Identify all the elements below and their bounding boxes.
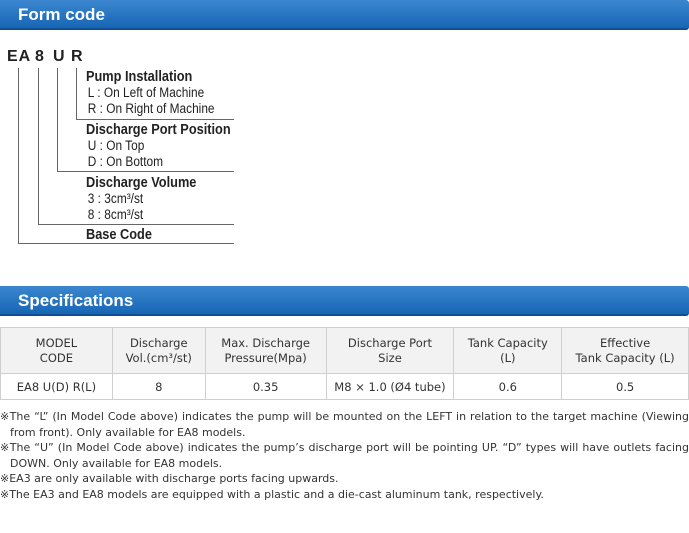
note-left-mount: ※The “L” (In Model Code above) indicates the pump will be mounted on the LEFT in relation to the target machine (Viewing from front). Only available for EA8 models. bbox=[0, 410, 689, 439]
group-title: Discharge Volume bbox=[86, 175, 197, 191]
underline-port bbox=[57, 171, 234, 172]
cell-tank-capacity: 0.6 bbox=[454, 374, 562, 400]
specifications-banner: Specifications bbox=[0, 286, 689, 316]
option-left: L : On Left of Machine bbox=[87, 85, 205, 100]
table-row bbox=[1, 374, 689, 400]
header-port-size: Discharge Port Size bbox=[326, 328, 454, 374]
connector-base bbox=[18, 68, 19, 244]
group-title: Base Code bbox=[86, 227, 152, 243]
underline-volume bbox=[38, 224, 234, 225]
option-8cm: 8 : 8cm³/st bbox=[87, 207, 144, 222]
group-title: Discharge Port Position bbox=[86, 122, 231, 138]
cell-port-size: M8 × 1.0 (Ø4 tube) bbox=[326, 374, 454, 400]
option-right: R : On Right of Machine bbox=[87, 101, 215, 116]
connector-installation bbox=[76, 68, 77, 120]
note-up-port: ※The “U” (In Model Code above) indicates the pump’s discharge port will be pointing UP. “D” types will have outlets facing DOWN. Only available for EA8 models. bbox=[0, 441, 689, 470]
note-tank-material: ※The EA3 and EA8 models are equipped with a plastic and a die-cast aluminum tank, respectively. bbox=[0, 487, 544, 501]
underline-base bbox=[18, 243, 234, 244]
cell-effective-capacity: 0.5 bbox=[562, 374, 689, 400]
connector-port bbox=[57, 68, 58, 172]
cell-volume: 8 bbox=[112, 374, 205, 400]
option-top: U : On Top bbox=[87, 138, 145, 153]
code-part-base: EA bbox=[7, 48, 32, 65]
group-base-code bbox=[86, 227, 152, 243]
code-part-installation: R bbox=[71, 48, 84, 65]
header-discharge-vol: Discharge Vol.(cm³/st) bbox=[112, 328, 205, 374]
form-code-banner: Form code bbox=[0, 0, 689, 30]
header-model-code: MODEL CODE bbox=[1, 328, 113, 374]
model-code-example bbox=[7, 48, 84, 66]
group-discharge-volume bbox=[86, 175, 196, 223]
header-max-pressure: Max. Discharge Pressure(Mpa) bbox=[205, 328, 326, 374]
group-discharge-port-position bbox=[86, 122, 231, 170]
option-bottom: D : On Bottom bbox=[87, 154, 164, 169]
cell-model: EA8 U(D) R(L) bbox=[1, 374, 113, 400]
header-tank-capacity: Tank Capacity (L) bbox=[454, 328, 562, 374]
specifications-table bbox=[0, 327, 689, 400]
cell-pressure: 0.35 bbox=[205, 374, 326, 400]
connector-volume bbox=[38, 68, 39, 225]
code-part-volume: 8 bbox=[35, 48, 45, 65]
option-3cm: 3 : 3cm³/st bbox=[87, 191, 144, 206]
underline-installation bbox=[76, 119, 234, 120]
code-part-port: U bbox=[53, 48, 66, 65]
table-header-row bbox=[1, 328, 689, 374]
notes-section bbox=[0, 409, 689, 502]
group-pump-installation bbox=[86, 69, 215, 117]
note-ea3-ports: ※EA3 are only available with discharge ports facing upwards. bbox=[0, 472, 339, 485]
group-title: Pump Installation bbox=[86, 69, 193, 85]
header-effective-capacity: Effective Tank Capacity (L) bbox=[562, 328, 689, 374]
